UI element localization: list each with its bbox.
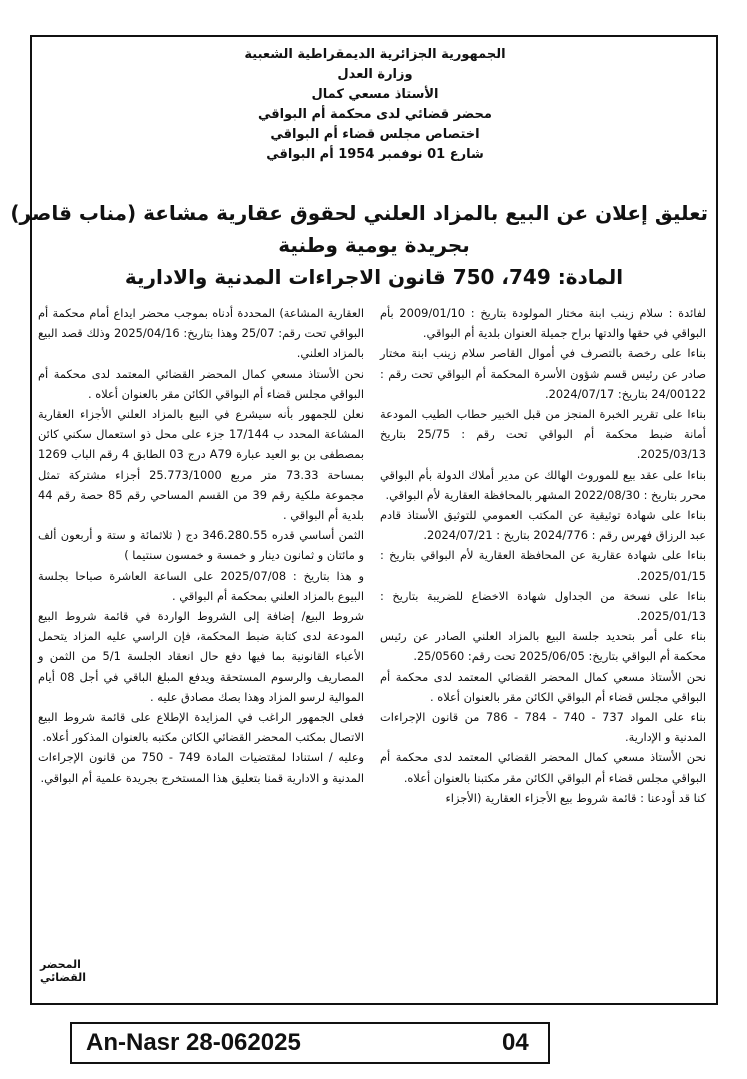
jurisdiction: اختصاص مجلس قضاء أم البواقي [270,127,480,142]
page-number: 04 [502,1029,529,1056]
paragraph: العقارية المشاعة) المحددة أدناه بموجب محضر ايداع أمام محكمة أم البواقي تحت رقم: 25/07 وهذا بتاريخ: 2025/04/16 وذلك قصد البيع بالمزاد العلني. [38,306,364,361]
bailiff-name: الأستاذ مسعي كمال [311,87,439,102]
republic-name: الجمهورية الجزائرية الديمقراطية الشعبية [244,47,506,62]
paragraph: نحن الأستاذ مسعي كمال المحضر القضائي المعتمد لدى محكمة أم البواقي مجلس قضاء أم البواقي الكائن مقر بالعنوان أعلاه . [38,366,364,401]
announcement-subtitle: بجريدة يومية وطنية [278,233,470,257]
publication-id: An-Nasr 28-062025 [86,1029,301,1056]
paragraph: الثمن أساسي قدره 346.280.55 دج ( ثلاثمائة و ستة و أربعون ألف و مائتان و ثمانون دينار و خمسة و خمسون سنتيما ) [38,528,364,563]
left-column [38,303,364,788]
paragraph: كنا قد أودعنا : قائمة شروط بيع الأجزاء العقارية (الأجزاء [445,790,706,805]
bailiff-office: محضر قضائي لدى محكمة أم البواقي [258,107,492,122]
paragraph: نحن الأستاذ مسعي كمال المحضر القضائي المعتمد لدى محكمة أم البواقي مجلس قضاء أم البواقي الكائن مقر مكتبنا بالعنوان أعلاه. [380,750,706,785]
paragraph: بناءا على نسخة من الجداول شهادة الاخضاع للضريبة بتاريخ : 2025/01/13. [380,588,706,624]
office-address: شارع 01 نوفمبر 1954 أم البواقي [266,147,484,162]
ministry-name: وزارة العدل [337,67,413,82]
paragraph: بناء على أمر بتحديد جلسة البيع بالمزاد العلني الصادر عن رئيس محكمة أم البواقي بتاريخ: 2025/06/05 تحت رقم: 25/0560. [380,629,706,664]
paragraph: نحن الأستاذ مسعي كمال المحضر القضائي المعتمد لدى محكمة أم البواقي مجلس قضاء أم البواقي الكائن مقر بالعنوان أعلاه . [380,669,706,704]
paragraph: بناءا على رخصة بالتصرف في أموال القاصر سلام زينب ابنة مختار صادر عن رئيس قسم شؤون الأسرة المحكمة أم البواقي تحت رقم : 24/00122 بتاريخ: 2024/07/17. [380,346,706,401]
paragraph: لفائدة : سلام زينب ابنة مختار المولودة بتاريخ : 2009/01/10 بأم البواقي في حقها والدتها براح جميلة العنوان بلدية أم البواقي. [380,306,706,341]
paragraph: بناءا على عقد بيع للموروث الهالك عن مدير أملاك الدولة بأم البواقي محرر بتاريخ : 2022/08/30 المشهر بالمحافظة العقارية لأم البواقي. [380,467,706,502]
paragraph: شروط البيع/ إضافة إلى الشروط الواردة في قائمة شروط البيع المودعة لدى كتابة ضبط المحكمة، فإن الراسي عليه المزاد يتحمل الأعباء القانونية بما فيها دفع حال انعقاد الجلسة 5/1 من الثمن و المصاريف والرسوم المستحقة ويدفع المبلغ الباقي في أجل 08 أيام الموالية لرسو المزاد وهذا بصك مصادق عليه . [38,609,365,704]
paragraph: و هذا بتاريخ : 2025/07/08 على الساعة العاشرة صباحا بجلسة البيوع بالمزاد العلني بمحكمة أم البواقي . [38,568,365,603]
paragraph: نعلن للجمهور بأنه سيشرع في البيع بالمزاد العلني الأجزاء العقارية المشاعة المحدد ب 17/144 جزء على محل ذو استعمال سكني كائن بمصطفى بن بو العيد عبارة A79 درج 03 الطابق 4 رقم الباب 1269 بمساحة 73.33 متر مربع 25.773/1000 أجزاء مشتركة تمثل مجموعة ملكية رقم 39 من القسم المساحي رقم 85 حصة رقم 44 بلدية أم البواقي . [38,407,365,523]
right-column [380,303,706,808]
paragraph: بناءا على تقرير الخبرة المنجز من قبل الخبير حطاب الطيب المودعة أمانة ضبط محكمة أم البواقي تحت رقم : 25/75 بتاريخ 2025/03/13. [380,407,706,462]
paragraph: بناء على المواد 737 - 740 - 784 - 786 من قانون الإجراءات المدنية و الإدارية. [380,710,706,745]
legal-articles: المادة: 749، 750 قانون الاجراءات المدنية والادارية [124,265,624,289]
paragraph: فعلى الجمهور الراغب في المزايدة الإطلاع على قائمة شروط البيع الاتصال بمكتب المحضر القضائي الكائن مكتبه بالعنوان المذكور أعلاه. [38,710,364,745]
bailiff-header [60,45,690,165]
paragraph: بناءا على شهادة توثيقية عن المكتب العمومي للتوثيق الأستاذ قادم عبد الرزاق فهرس رقم : 2024/776 بتاريخ : 2024/07/21. [380,508,706,543]
page-footer [70,1022,550,1064]
announcement-title: تعليق إعلان عن البيع بالمزاد العلني لحقوق عقارية مشاعة (مناب قاصر) [10,201,708,225]
signature: المحضر القضائي [40,958,87,984]
paragraph: بناءا على شهادة عقارية عن المحافظة العقارية لأم البواقي بتاريخ : 2025/01/15. [380,548,706,583]
paragraph: وعليه / استنادا لمقتضيات المادة 749 - 750 من قانون الإجراءات المدنية و الادارية قمنا بتعليق هذا المستخرج بجريدة علمية أم البواقي. [38,750,364,785]
